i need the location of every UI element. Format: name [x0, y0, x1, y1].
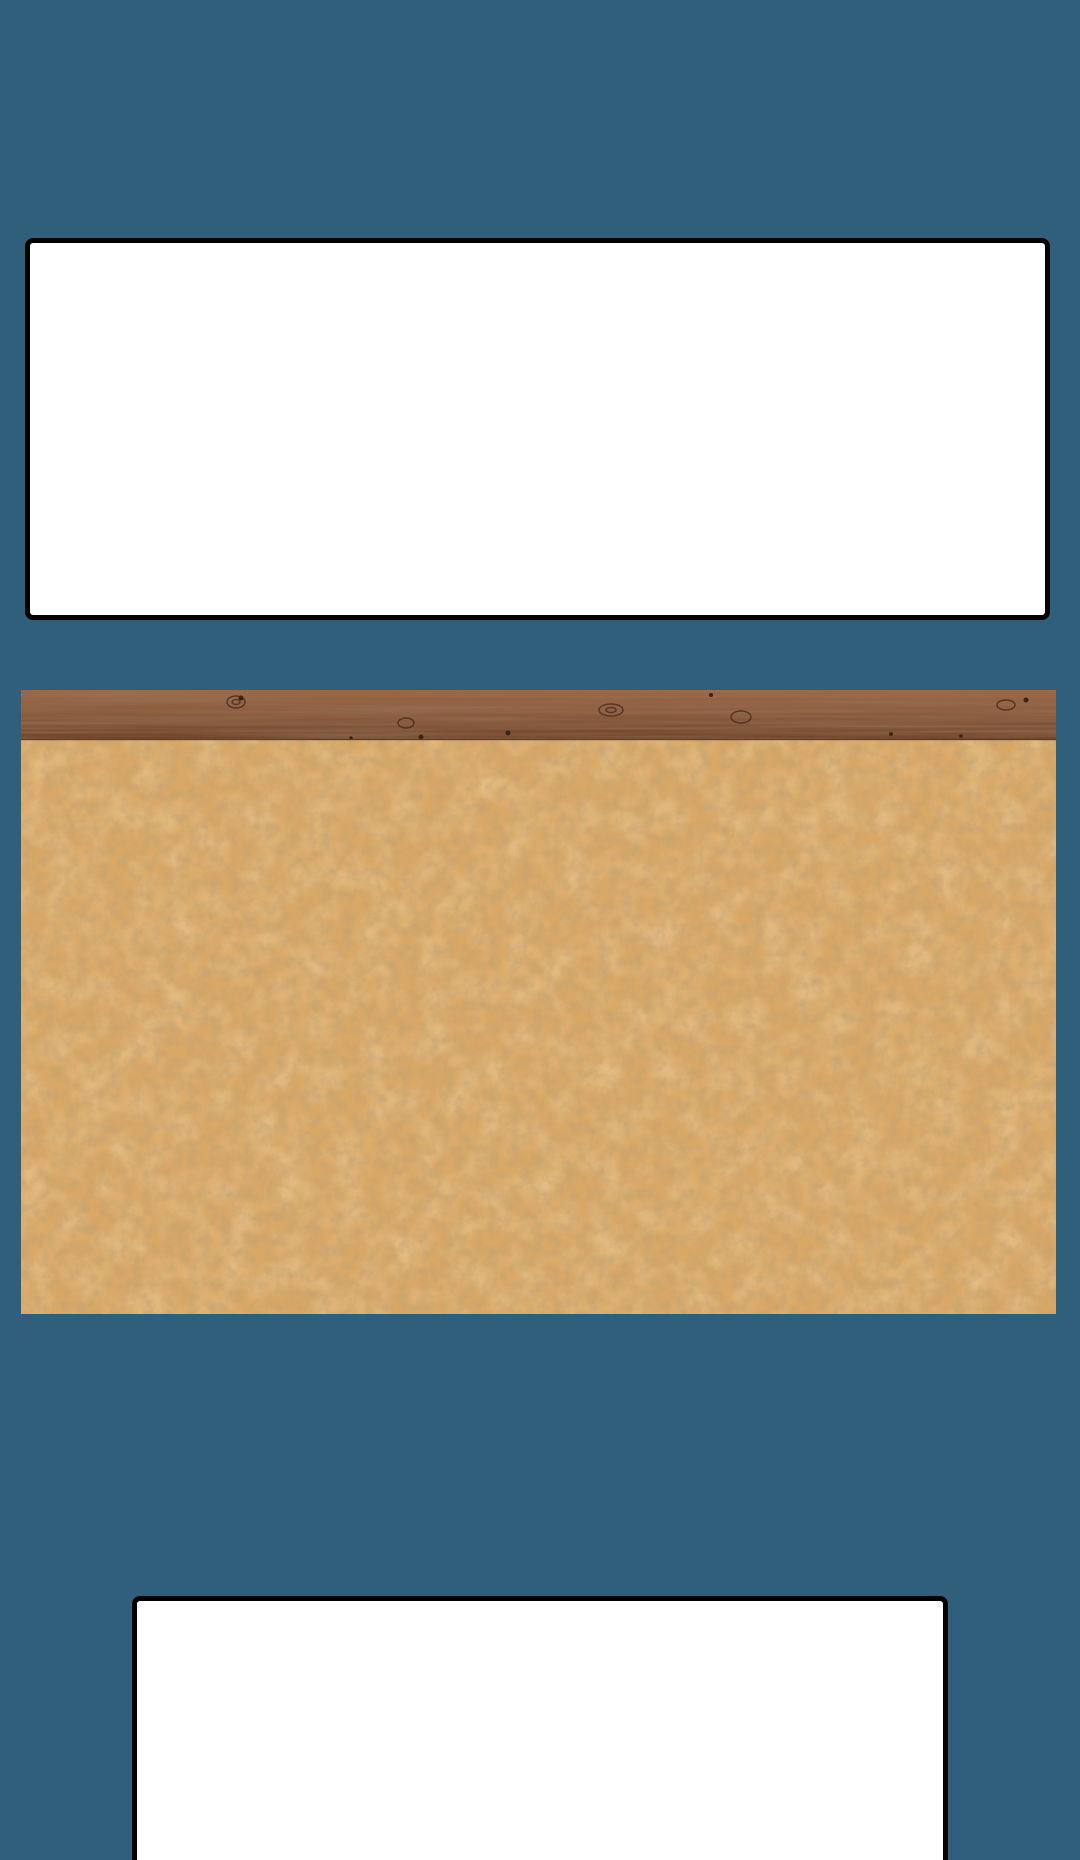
cork-board-graphic [21, 690, 1056, 1314]
cork-board[interactable] [21, 690, 1056, 1314]
bottom-dialog-panel [132, 1596, 948, 1860]
top-dialog-panel [25, 238, 1050, 620]
